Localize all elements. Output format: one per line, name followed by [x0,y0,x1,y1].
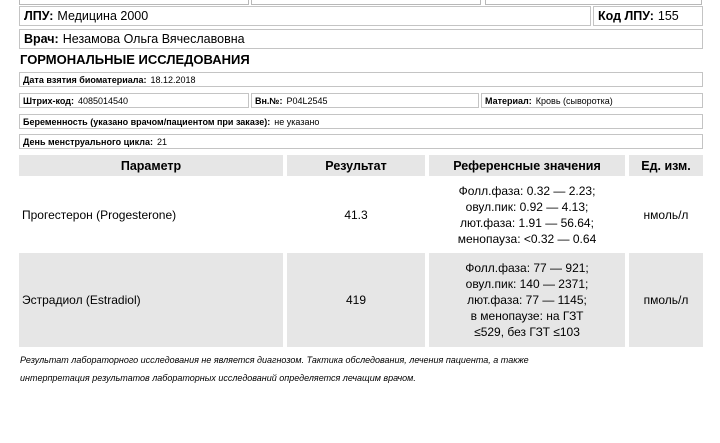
lpu-code-label: Код ЛПУ: [598,9,654,23]
doctor-value: Незамова Ольга Вячеславовна [62,32,245,46]
top-cell [251,0,481,5]
footnote-line: Результат лабораторного исследования не является диагнозом. Тактика обследования, лечения пациента, а также [20,355,529,365]
disclaimer-footnote [20,351,700,387]
barcode-field [19,93,249,108]
lpu-value: Медицина 2000 [57,9,149,23]
pregnancy-field [19,114,703,129]
reference-line: Фолл.фаза: 0.32 — 2.23; [458,183,596,198]
barcode-value: 4085014540 [77,95,129,106]
reference-line: овул.пик: 0.92 — 4.13; [465,199,589,214]
reference-line: лют.фаза: 77 — 1145; [467,293,587,307]
reference-line: менопауза: <0.32 — 0.64 [457,231,597,246]
result-cell: 41.3 [285,176,427,253]
results-table [19,155,703,347]
unit-cell: пмоль/л [627,253,703,347]
footnote-line: интерпретация результатов лабораторных исследований определяется лечащим врачом. [20,373,416,383]
unit-cell: нмоль/л [643,207,689,222]
reference-cell [427,253,627,347]
reference-line: Фолл.фаза: 77 — 921; [465,261,589,275]
param-cell: Эстрадиол (Estradiol) [19,253,285,347]
reference-line: ≤529, без ГЗТ ≤103 [474,325,580,339]
material-label: Материал: [485,95,532,106]
reference-line: лют.фаза: 1.91 — 56.64; [460,215,594,230]
top-cropped-row [19,0,702,5]
reference-line: овул.пик: 140 — 2371; [465,277,589,291]
table-header-row [19,155,703,176]
sample-date-label: Дата взятия биоматериала: [23,74,147,85]
header-unit: Ед. изм. [627,155,703,176]
doctor-label: Врач: [24,32,59,46]
internal-number-field [251,93,479,108]
result-cell: 419 [285,253,427,347]
lpu-field [19,6,591,26]
param-cell: Прогестерон (Progesterone) [19,176,285,253]
pregnancy-value: не указано [274,116,320,127]
cycle-day-value: 21 [157,136,168,147]
lpu-code-value: 155 [657,9,679,23]
sample-date-field [19,72,703,87]
sample-date-value: 18.12.2018 [150,74,196,85]
table-row [19,176,703,253]
material-value: Кровь (сыворотка) [535,95,613,106]
reference-line: в менопаузе: на ГЗТ [470,309,584,323]
cycle-day-field [19,134,703,149]
cycle-day-label: День менструального цикла: [23,136,153,147]
section-title: ГОРМОНАЛЬНЫЕ ИССЛЕДОВАНИЯ [20,52,250,67]
pregnancy-label: Беременность (указано врачом/пациентом при заказе): [23,116,271,127]
internal-number-label: Вн.№: [255,95,283,106]
header-reference: Референсные значения [427,155,627,176]
lpu-label: ЛПУ: [24,9,54,23]
table-row [19,253,703,347]
header-parameter: Параметр [19,155,285,176]
doctor-field [19,29,703,49]
material-field [481,93,703,108]
barcode-label: Штрих-код: [23,95,74,106]
internal-number-value: P04L2545 [286,95,328,106]
top-cell [19,0,249,5]
header-result: Результат [285,155,427,176]
reference-cell [427,176,627,253]
top-cell [485,0,702,5]
lpu-code-field [593,6,703,26]
